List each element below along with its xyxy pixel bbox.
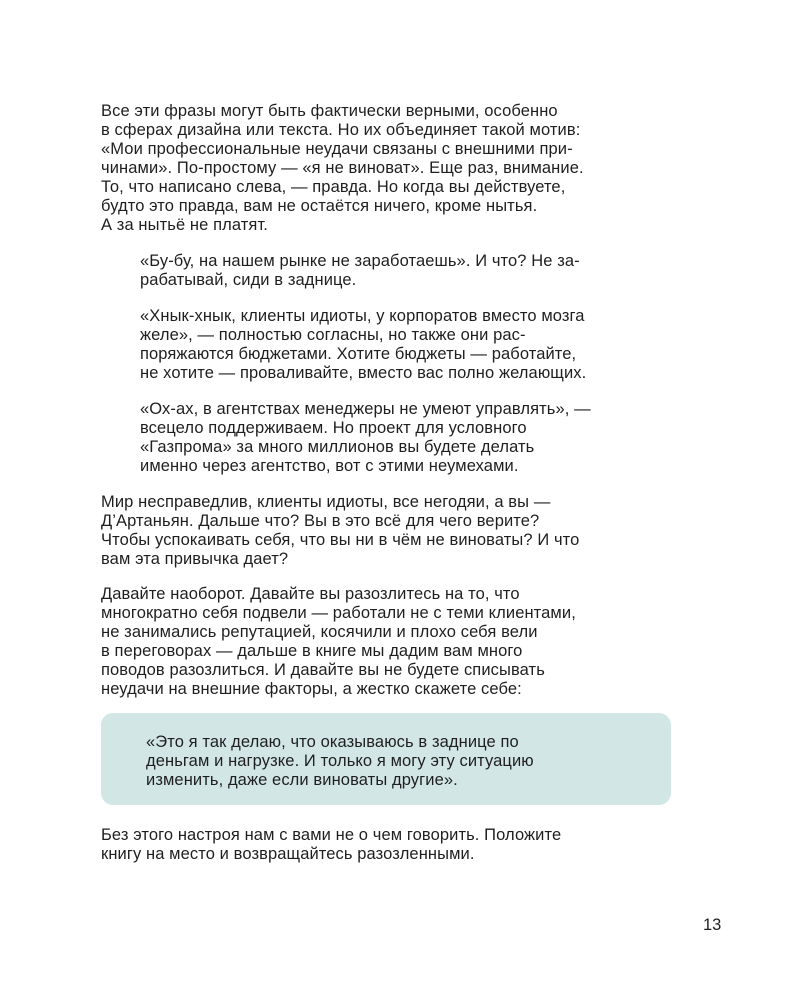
text-line: деньгам и нагрузке. И только я могу эту ситуацию [146, 752, 534, 770]
text-line: чинами». По-простому — «я не виноват». Еще раз, внимание. [101, 159, 584, 177]
text-line: «Газпрома» за много миллионов вы будете делать [140, 438, 535, 456]
text-line: вам эта привычка дает? [101, 550, 289, 568]
text-line: А за нытьё не платят. [101, 216, 268, 234]
text-line: желе», — полностью согласны, но также они рас- [140, 326, 526, 344]
text-line: поряжаются бюджетами. Хотите бюджеты — работайте, [140, 345, 577, 363]
text-line: «Ох-ах, в агентствах менеджеры не умеют управлять», — [140, 400, 591, 418]
text-line: именно через агентство, вот с этими неумехами. [140, 457, 519, 475]
text-line: многократно себя подвели — работали не с теми клиентами, [101, 604, 576, 622]
text-line: То, что написано слева, — правда. Но когда вы действуете, [101, 178, 566, 196]
page-number: 13 [703, 916, 722, 934]
text-line: неудачи на внешние факторы, а жестко скажете себе: [101, 680, 522, 698]
text-line: Чтобы успокаивать себя, что вы ни в чём не виноваты? И что [101, 531, 580, 549]
text-line: «Хнык-хнык, клиенты идиоты, у корпоратов вместо мозга [140, 307, 585, 325]
text-line: Мир несправедлив, клиенты идиоты, все негодяи, а вы — [101, 493, 551, 511]
text-line: в сферах дизайна или текста. Но их объединяет такой мотив: [101, 121, 581, 139]
text-line: «Бу-бу, на нашем рынке не заработаешь». И что? Не за- [140, 252, 580, 270]
text-line: «Мои профессиональные неудачи связаны с внешними при- [101, 140, 573, 158]
text-line: Без этого настроя нам с вами не о чем говорить. Положите [101, 826, 562, 844]
text-line: Д’Артаньян. Дальше что? Вы в это всё для чего верите? [101, 512, 540, 530]
text-line: изменить, даже если виноваты другие». [146, 771, 458, 789]
text-line: «Это я так делаю, что оказываюсь в заднице по [146, 733, 519, 751]
text-line: Давайте наоборот. Давайте вы разозлитесь на то, что [101, 585, 520, 603]
text-line: Все эти фразы могут быть фактически верными, особенно [101, 102, 558, 120]
text-line: в переговорах — дальше в книге мы дадим вам много [101, 642, 523, 660]
text-line: не хотите — проваливайте, вместо вас полно желающих. [140, 364, 587, 382]
text-line: рабатывай, сиди в заднице. [140, 271, 357, 289]
text-line: книгу на место и возвращайтесь разозленными. [101, 845, 475, 863]
text-line: не занимались репутацией, косячили и плохо себя вели [101, 623, 538, 641]
text-line: поводов разозлиться. И давайте вы не будете списывать [101, 661, 545, 679]
text-line: будто это правда, вам не остаётся ничего, кроме нытья. [101, 197, 538, 215]
text-line: всецело поддерживаем. Но проект для условного [140, 419, 527, 437]
